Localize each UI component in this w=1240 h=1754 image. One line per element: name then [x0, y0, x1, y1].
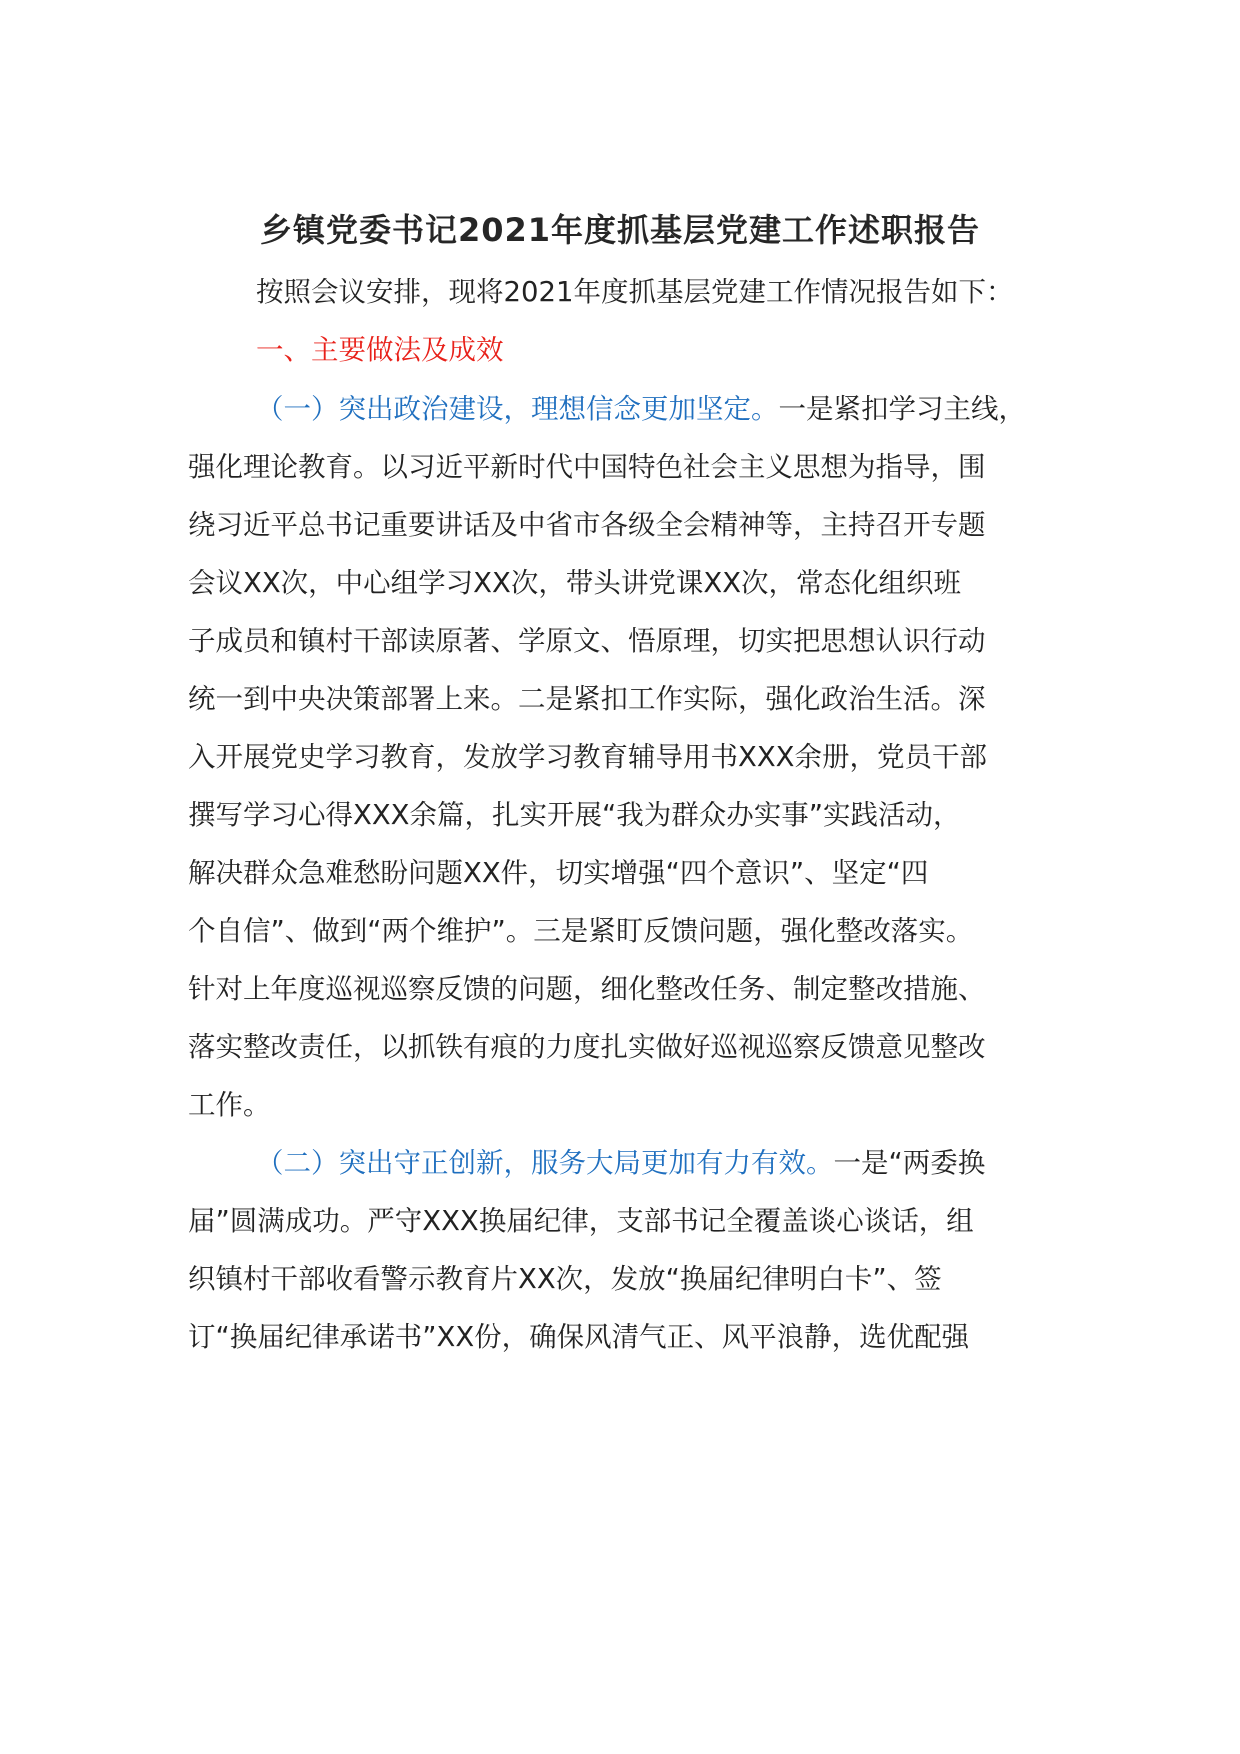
- subsection-2-heading: （二）突出守正创新，服务大局更加有力有效。: [256, 1147, 834, 1179]
- intro-paragraph: 按照会议安排，现将2021年度抓基层党建工作情况报告如下：: [256, 276, 1014, 308]
- paragraph-line: 入开展党史学习教育，发放学习教育辅导用书XXX余册，党员干部: [188, 741, 988, 773]
- paragraph-line: 届”圆满成功。严守XXX换届纪律，支部书记全覆盖谈心谈话，组: [188, 1205, 974, 1237]
- document-title: 乡镇党委书记2021年度抓基层党建工作述职报告: [259, 211, 981, 249]
- paragraph-line: 强化理论教育。以习近平新时代中国特色社会主义思想为指导，围: [188, 451, 986, 483]
- subsection-2-first-line-text: 一是“两委换: [833, 1147, 986, 1179]
- section-heading: 一、主要做法及成效: [256, 334, 504, 366]
- subsection-1-first-line-text: 一是紧扣学习主线，: [778, 393, 1026, 425]
- paragraph-line: 针对上年度巡视巡察反馈的问题，细化整改任务、制定整改措施、: [188, 973, 986, 1005]
- paragraph-line: 绕习近平总书记重要讲话及中省市各级全会精神等，主持召开专题: [188, 509, 986, 541]
- paragraph-line: 工作。: [188, 1089, 271, 1121]
- subsection-1-first-line: [256, 389, 1026, 429]
- subsection-1-heading: （一）突出政治建设，理想信念更加坚定。: [256, 393, 779, 425]
- paragraph-line: 子成员和镇村干部读原著、学原文、悟原理，切实把思想认识行动: [188, 625, 986, 657]
- paragraph-line: 个自信”、做到“两个维护”。三是紧盯反馈问题，强化整改落实。: [188, 915, 974, 947]
- paragraph-line: 订“换届纪律承诺书”XX份，确保风清气正、风平浪静，选优配强: [188, 1321, 970, 1353]
- paragraph-line: 统一到中央决策部署上来。二是紧扣工作实际，强化政治生活。深: [188, 683, 986, 715]
- paragraph-line: 解决群众急难愁盼问题XX件，切实增强“四个意识”、坚定“四: [188, 857, 929, 889]
- paragraph-line: 会议XX次，中心组学习XX次，带头讲党课XX次，常态化组织班: [188, 567, 962, 599]
- paragraph-line: 落实整改责任，以抓铁有痕的力度扎实做好巡视巡察反馈意见整改: [188, 1031, 986, 1063]
- subsection-2-first-line: [256, 1143, 985, 1183]
- paragraph-line: 织镇村干部收看警示教育片XX次，发放“换届纪律明白卡”、签: [188, 1263, 942, 1295]
- paragraph-line: 撰写学习心得XXX余篇，扎实开展“我为群众办实事”实践活动，: [188, 799, 961, 831]
